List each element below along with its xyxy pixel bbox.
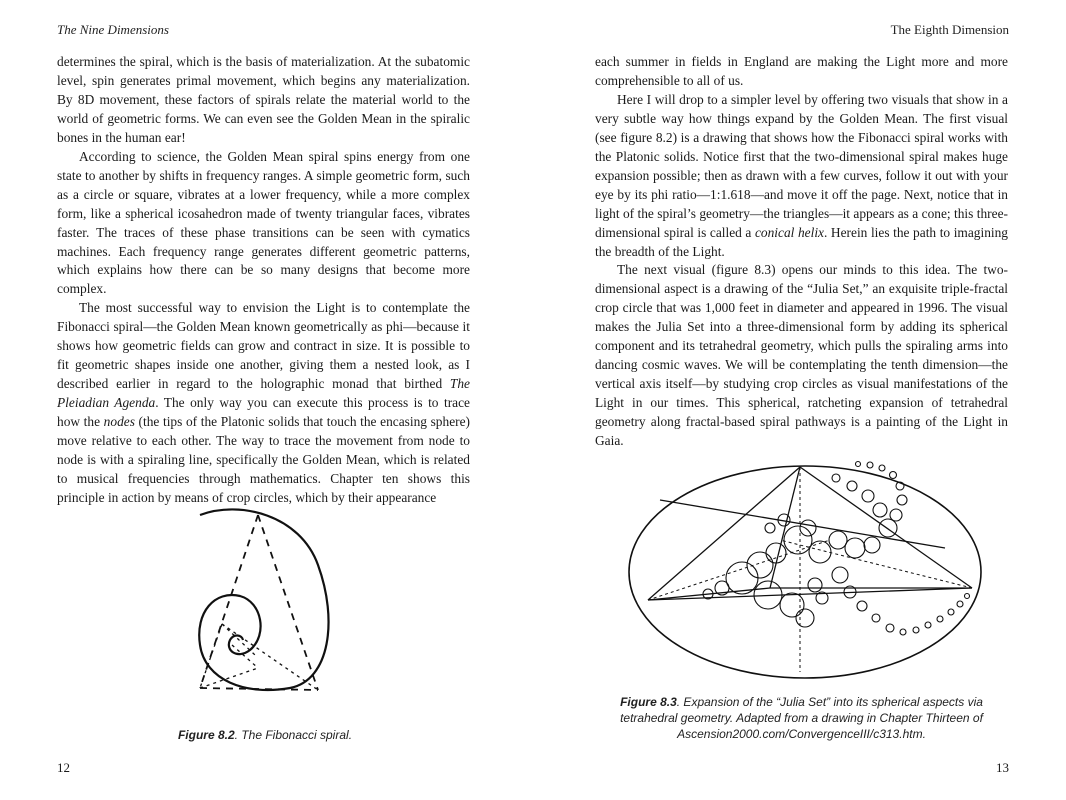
figure-8-3-caption: Figure 8.3. Expansion of the “Julia Set” into its spherical aspects via tetrahedral geometry. Adapted from a drawing in Chapter Thirteen of Ascension2000.com/ConvergenceIII/c313.htm. [620, 695, 983, 741]
figure-8-2-caption: Figure 8.2. The Fibonacci spiral. [177, 728, 353, 742]
running-head-right: The Eighth Dimension [890, 22, 1009, 37]
running-head-left: The Nine Dimensions [57, 22, 169, 37]
right-page [533, 0, 1066, 800]
paragraph: The next visual (figure 8.3) opens our minds to this idea. The two-dimensional aspect is a drawing of the “Julia Set,” an exquisite triple-fractal crop circle that was 1,000 feet in diameter and appeared in 1996. The visual makes the Julia Set into a three-dimensional form by adding its spherical component and its tetrahedral geometry, which pulls the spiraling arms into dancing cosmic waves. We will be contemplating the tenth dimension—the vertical axis itself—by studying crop circles as visual manifestations of the Light in our times. This spherical, ratcheting expansion of tetrahedral geometry along fractal-based spiral pathways is a painting of the Light in Gaia. [595, 262, 1008, 449]
page-number-left: 12 [57, 760, 70, 775]
julia-set-icon [623, 460, 993, 685]
paragraph: The most successful way to envision the Light is to contemplate the Fibonacci spiral—the Golden Mean known geometrically as phi—because it shows how geometric fields can grow and contract in size. It is possible to fit geometric shapes inside one another, giving them a nested look, as I described earlier in regard to the holographic monad that birthed The Pleiadian Agenda. The only way you can execute this process is to trace how the nodes (the tips of the Platonic solids that touch the encasing sphere) move relative to each other. The way to trace the movement from node to node is with a spiraling line, specifically the Golden Mean, which is related to musical frequencies through mathematics. Chapter ten shows this principle in action by means of crop circles, which by their appearance [57, 300, 471, 505]
page-number-right: 13 [996, 760, 1009, 775]
paragraph: According to science, the Golden Mean spiral spins energy from one state to another by shifts in frequency ranges. A simple geometric form, such as a circle or square, vibrates at a lower frequency, while a more complex form, like a spherical icosahedron made of twenty triangular faces, vibrates faster. The traces of these phase transitions can be seen with cymatics machines. Each frequency range generates different geometric patterns, which explains how there can be so many designs that become more complex. [57, 148, 470, 297]
body-text-right [595, 53, 1008, 451]
paragraph: determines the spiral, which is the basis of materialization. At the subatomic level, spin generates primal movement, which begins any materialization. By 8D movement, these factors of spirals relate the material world to the world of geometric forms. We can even see the Golden Mean in the spiralic bones in the human ear! [57, 54, 470, 145]
body-text-left [57, 53, 470, 508]
paragraph: Here I will drop to a simpler level by offering two visuals that show in a very subtle way how things expand by the Golden Mean. The first visual (see figure 8.2) is a drawing that shows how the Fibonacci spiral works with the Platonic solids. Notice first that the two-dimensional spiral makes huge expansion possible; then as drawn with a few curves, follow it out with your eye by its phi ratio—1:1.618—and move it off the page. Next, notice that in light of the spiral’s geometry—the triangles—it appears as a cone; this three-dimensional spiral is called a conical helix. Herein lies the path to imagining the breadth of the Light. [595, 91, 1008, 259]
paragraph: each summer in fields in England are making the Light more and more comprehensible to all of us. [595, 54, 1008, 88]
fibonacci-spiral-icon [185, 505, 345, 700]
